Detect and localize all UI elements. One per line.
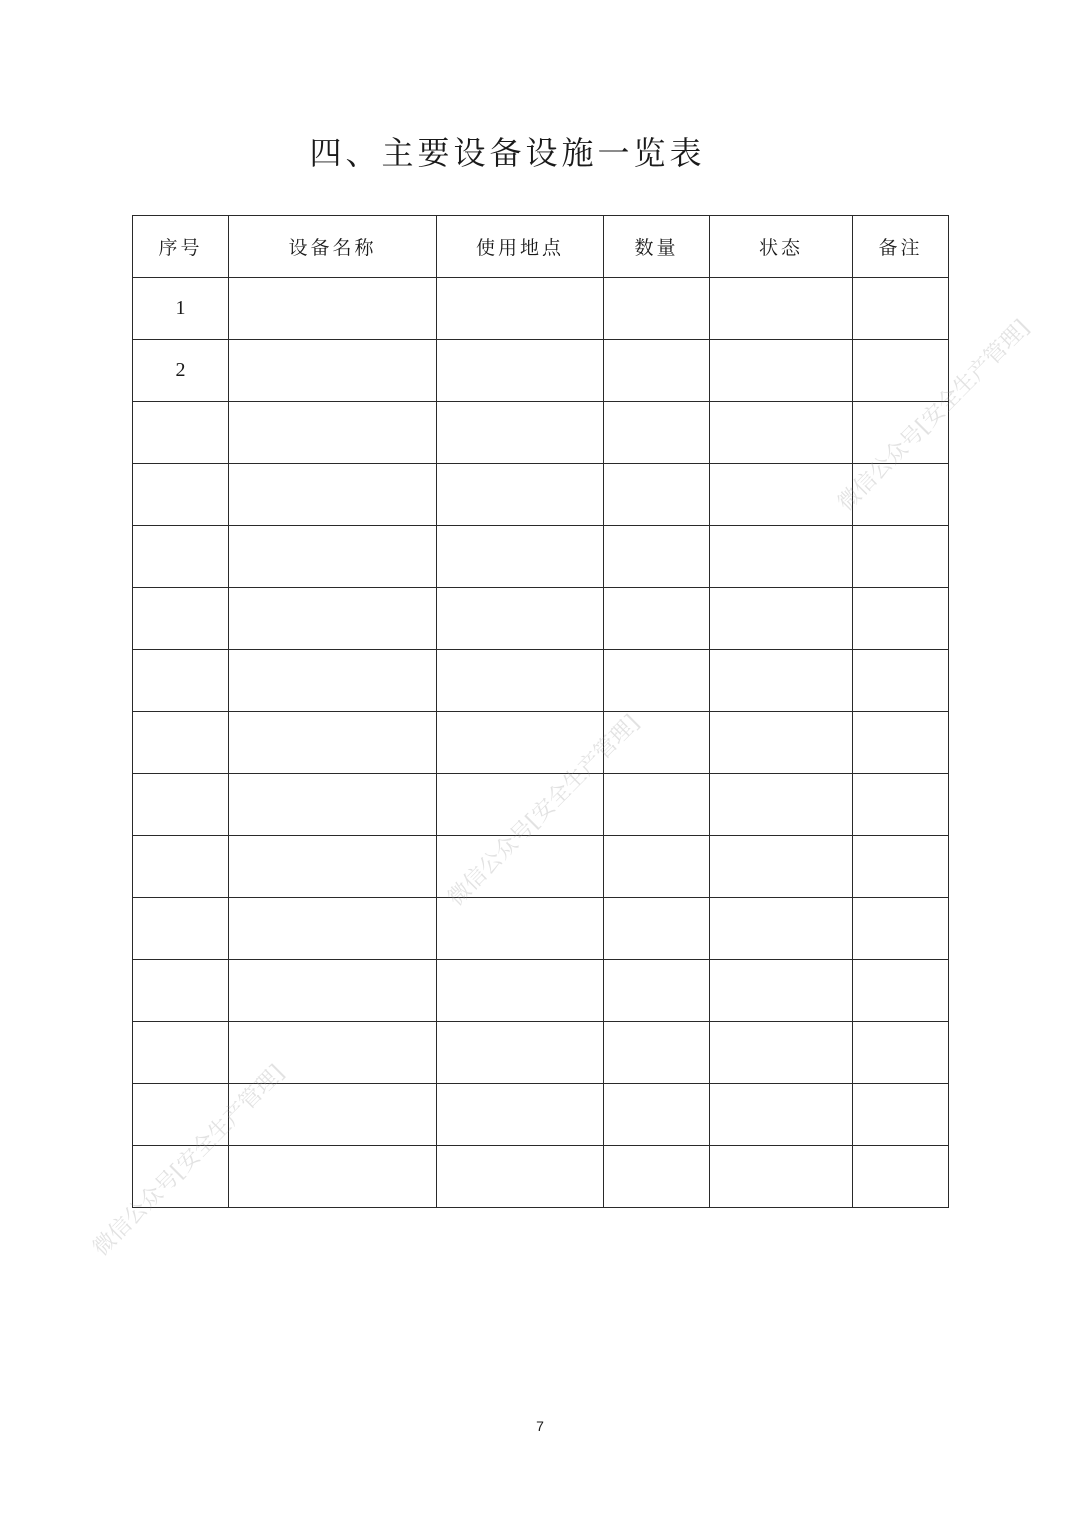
cell-serial-number	[133, 1146, 229, 1208]
cell-status	[710, 774, 853, 836]
cell-equipment-name	[229, 836, 437, 898]
cell-remarks	[853, 526, 949, 588]
cell-quantity	[604, 340, 710, 402]
table-row	[133, 1022, 949, 1084]
cell-location	[437, 774, 604, 836]
cell-serial-number: 1	[133, 278, 229, 340]
watermark-top-right: 微信公众号[安全生产管理]	[833, 315, 1035, 517]
cell-remarks	[853, 1084, 949, 1146]
cell-equipment-name	[229, 1022, 437, 1084]
cell-quantity	[604, 712, 710, 774]
cell-location	[437, 340, 604, 402]
cell-status	[710, 712, 853, 774]
cell-serial-number	[133, 650, 229, 712]
cell-status	[710, 464, 853, 526]
table-row	[133, 402, 949, 464]
header-remarks: 备注	[853, 216, 949, 278]
cell-equipment-name	[229, 464, 437, 526]
cell-location	[437, 712, 604, 774]
cell-remarks	[853, 774, 949, 836]
cell-equipment-name	[229, 588, 437, 650]
table-row	[133, 774, 949, 836]
cell-status	[710, 898, 853, 960]
table-row	[133, 1146, 949, 1208]
cell-quantity	[604, 402, 710, 464]
table-row	[133, 650, 949, 712]
cell-remarks	[853, 402, 949, 464]
cell-serial-number: 2	[133, 340, 229, 402]
table-header-row	[133, 216, 949, 278]
cell-quantity	[604, 526, 710, 588]
cell-equipment-name	[229, 960, 437, 1022]
table-row	[133, 960, 949, 1022]
cell-equipment-name	[229, 712, 437, 774]
table-row	[133, 898, 949, 960]
cell-status	[710, 526, 853, 588]
cell-equipment-name	[229, 402, 437, 464]
cell-remarks	[853, 340, 949, 402]
cell-location	[437, 1146, 604, 1208]
cell-remarks	[853, 898, 949, 960]
cell-status	[710, 402, 853, 464]
cell-location	[437, 960, 604, 1022]
cell-remarks	[853, 464, 949, 526]
header-quantity: 数量	[604, 216, 710, 278]
cell-remarks	[853, 836, 949, 898]
cell-remarks	[853, 650, 949, 712]
table-row	[133, 526, 949, 588]
cell-serial-number	[133, 1022, 229, 1084]
cell-quantity	[604, 774, 710, 836]
header-serial-number: 序号	[133, 216, 229, 278]
cell-location	[437, 836, 604, 898]
cell-status	[710, 1146, 853, 1208]
cell-equipment-name	[229, 774, 437, 836]
page-title: 四、主要设备设施一览表	[309, 134, 706, 172]
table-body	[133, 278, 949, 1208]
cell-equipment-name	[229, 526, 437, 588]
table-row	[133, 836, 949, 898]
cell-location	[437, 526, 604, 588]
cell-serial-number	[133, 1084, 229, 1146]
cell-quantity	[604, 278, 710, 340]
cell-status	[710, 588, 853, 650]
cell-serial-number	[133, 960, 229, 1022]
cell-equipment-name	[229, 650, 437, 712]
cell-location	[437, 1022, 604, 1084]
cell-status	[710, 960, 853, 1022]
cell-location	[437, 898, 604, 960]
table-row	[133, 588, 949, 650]
cell-quantity	[604, 1022, 710, 1084]
cell-remarks	[853, 1022, 949, 1084]
cell-location	[437, 1084, 604, 1146]
cell-serial-number	[133, 464, 229, 526]
cell-serial-number	[133, 402, 229, 464]
cell-equipment-name	[229, 898, 437, 960]
cell-equipment-name	[229, 1084, 437, 1146]
cell-equipment-name	[229, 278, 437, 340]
cell-quantity	[604, 1084, 710, 1146]
header-equipment-name: 设备名称	[229, 216, 437, 278]
cell-status	[710, 340, 853, 402]
equipment-table	[132, 215, 949, 1208]
cell-remarks	[853, 278, 949, 340]
table-row	[133, 278, 949, 340]
table-row	[133, 1084, 949, 1146]
watermark-center: 微信公众号[安全生产管理]	[443, 710, 645, 912]
cell-quantity	[604, 588, 710, 650]
watermark-bottom-left: 微信公众号[安全生产管理]	[88, 1060, 290, 1262]
cell-quantity	[604, 1146, 710, 1208]
cell-equipment-name	[229, 340, 437, 402]
cell-remarks	[853, 1146, 949, 1208]
table-row	[133, 464, 949, 526]
cell-status	[710, 650, 853, 712]
cell-status	[710, 836, 853, 898]
cell-remarks	[853, 588, 949, 650]
cell-quantity	[604, 898, 710, 960]
header-status: 状态	[710, 216, 853, 278]
cell-serial-number	[133, 836, 229, 898]
cell-equipment-name	[229, 1146, 437, 1208]
cell-status	[710, 1084, 853, 1146]
cell-quantity	[604, 960, 710, 1022]
cell-status	[710, 1022, 853, 1084]
page-number: 7	[536, 1418, 544, 1434]
cell-quantity	[604, 836, 710, 898]
cell-serial-number	[133, 588, 229, 650]
cell-status	[710, 278, 853, 340]
cell-location	[437, 278, 604, 340]
cell-location	[437, 588, 604, 650]
header-location: 使用地点	[437, 216, 604, 278]
cell-location	[437, 650, 604, 712]
cell-serial-number	[133, 774, 229, 836]
cell-location	[437, 464, 604, 526]
cell-serial-number	[133, 526, 229, 588]
table-row	[133, 340, 949, 402]
cell-serial-number	[133, 898, 229, 960]
table-row	[133, 712, 949, 774]
cell-remarks	[853, 712, 949, 774]
cell-serial-number	[133, 712, 229, 774]
cell-quantity	[604, 464, 710, 526]
cell-remarks	[853, 960, 949, 1022]
cell-quantity	[604, 650, 710, 712]
cell-location	[437, 402, 604, 464]
